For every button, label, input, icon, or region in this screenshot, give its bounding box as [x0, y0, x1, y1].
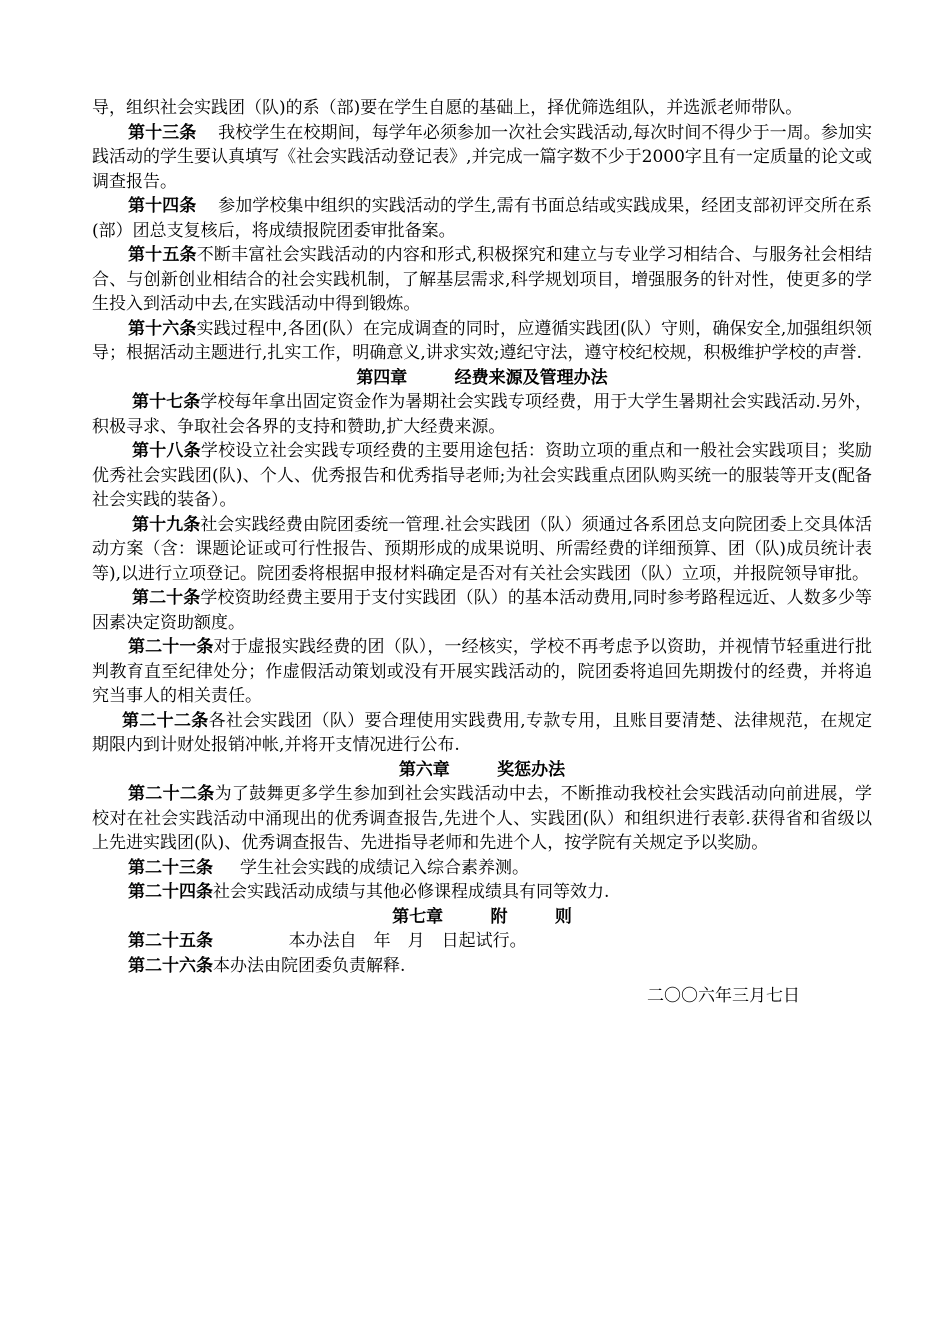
article-18 — [92, 439, 872, 513]
article-22b — [92, 782, 872, 856]
article-label: 第十五条 — [128, 245, 197, 265]
chapter-title: 奖惩办法 — [497, 759, 566, 780]
article-text: 参加学校集中组织的实践活动的学生,需有书面总结或实践成果，经团支部初评交所在系(部）团总支复核后，将成绩报院团委审批备案。 — [92, 196, 872, 241]
article-label: 第二十二条 — [128, 784, 215, 804]
article-label: 第十七条 — [132, 392, 201, 412]
article-text: 不断丰富社会实践活动的内容和形式,积极探究和建立与专业学习相结合、与服务社会相结合、与创新创业相结合的社会实践机制，了解基层需求,科学规划项目，增强服务的针对性，使更多的学生投入到活动中去,在实践活动中得到锻炼。 — [92, 245, 873, 314]
chapter-title-part: 则 — [554, 906, 572, 927]
article-26 — [92, 954, 872, 979]
chapter-7-heading — [92, 905, 872, 930]
article-text: 学生社会实践的成绩记入综合素养测。 — [240, 857, 530, 878]
article-21 — [92, 635, 872, 709]
article-text: 本办法由院团委负责解释. — [213, 955, 406, 976]
chapter-number: 第六章 — [398, 759, 450, 780]
paragraph-text: 导，组织社会实践团（队)的系（部)要在学生自愿的基础上，择优筛选组队，并选派老师带队。 — [92, 98, 803, 118]
chapter-6-heading — [92, 758, 872, 783]
article-text: 为了鼓舞更多学生参加到社会实践活动中去，不断推动我校社会实践活动向前进展，学校对在社会实践活动中涌现出的优秀调查报告,先进个人、实践团(队）和组织进行表彰.获得省和省级以上先进实践团(队)、优秀调查报告、先进指导老师和先进个人，按学院有关规定予以奖励。 — [92, 784, 873, 853]
article-label: 第二十二条 — [122, 710, 209, 731]
article-25 — [92, 929, 872, 954]
article-19 — [92, 513, 872, 587]
article-label: 第十九条 — [132, 514, 201, 535]
chapter-number: 第七章 — [392, 906, 444, 927]
chapter-number: 第四章 — [356, 367, 408, 388]
document-page — [92, 96, 872, 1009]
article-label: 第二十条 — [132, 588, 201, 608]
article-label: 第十六条 — [128, 318, 197, 339]
article-text: 学校设立社会实践专项经费的主要用途包括：资助立项的重点和一般社会实践项目；奖励优秀社会实践团(队)、个人、优秀报告和优秀指导老师;为社会实践重点团队购买统一的服装等开支(配备社会实践的装备）。 — [92, 441, 873, 510]
article-17 — [92, 390, 872, 439]
article-20 — [92, 586, 872, 635]
chapter-4-heading — [92, 366, 872, 391]
article-text: 实践过程中,各团(队）在完成调查的同时，应遵循实践团(队）守则，确保安全,加强组织领导；根据活动主题进行,扎实工作，明确意义,讲求实效;遵纪守法，遵守校纪校规，积极维护学校的声誉. — [92, 318, 872, 363]
article-label: 第二十一条 — [128, 637, 214, 657]
paragraph-continuation — [92, 96, 872, 121]
article-label: 第二十六条 — [128, 955, 213, 976]
article-text: 学校每年拿出固定资金作为暑期社会实践专项经费，用于大学生暑期社会实践活动.另外，积极寻求、争取社会各界的支持和赞助,扩大经费来源。 — [92, 392, 873, 437]
article-text: 学校资助经费主要用于支付实践团（队）的基本活动费用,同时参考路程远近、人数多少等因素决定资助额度。 — [92, 588, 873, 633]
chapter-title: 经费来源及管理办法 — [454, 367, 608, 388]
article-label: 第十八条 — [132, 441, 201, 461]
article-23 — [92, 856, 872, 881]
article-14 — [92, 194, 872, 243]
article-text: 各社会实践团（队）要合理使用实践费用,专款专用，且账目要清楚、法律规范，在规定期限内到计财处报销冲帐,并将开支情况进行公布. — [92, 710, 873, 755]
article-text: 我校学生在校期间，每学年必须参加一次社会实践活动,每次时间不得少于一周。参加实践活动的学生要认真填写《社会实践活动登记表》,并完成一篇字数不少于2000字且有一定质量的论文或调查报告。 — [92, 122, 872, 192]
article-text: 对于虚报实践经费的团（队），一经核实，学校不再考虑予以资助，并视情节轻重进行批判教育直至纪律处分；作虚假活动策划或没有开展实践活动的，院团委将追回先期拨付的经费，并将追究当事人的相关责任。 — [92, 637, 873, 706]
article-label: 第十四条 — [128, 196, 197, 216]
document-date: 二〇〇六年三月七日 — [647, 986, 800, 1006]
article-label: 第二十三条 — [128, 857, 213, 878]
article-label: 第十三条 — [128, 122, 197, 143]
chapter-title-part: 附 — [490, 906, 508, 927]
article-text: 本办法自 年 月 日起试行。 — [288, 931, 527, 951]
article-text: 社会实践经费由院团委统一管理.社会实践团（队）须通过各系团总支向院团委上交具体活动方案（含：课题论证或可行性报告、预期形成的成果说明、所需经费的详细预算、团（队)成员统计表等),以进行立项登记。院团委将根据申报材料确定是否对有关社会实践团（队）立项，并报院领导审批。 — [92, 514, 873, 584]
article-24 — [92, 880, 872, 905]
article-label: 第二十五条 — [128, 931, 213, 951]
article-text: 社会实践活动成绩与其他必修课程成绩具有同等效力. — [213, 882, 610, 902]
article-15 — [92, 243, 872, 317]
article-22a — [92, 709, 872, 758]
article-label: 第二十四条 — [128, 882, 213, 902]
article-16 — [92, 317, 872, 366]
article-13 — [92, 121, 872, 195]
